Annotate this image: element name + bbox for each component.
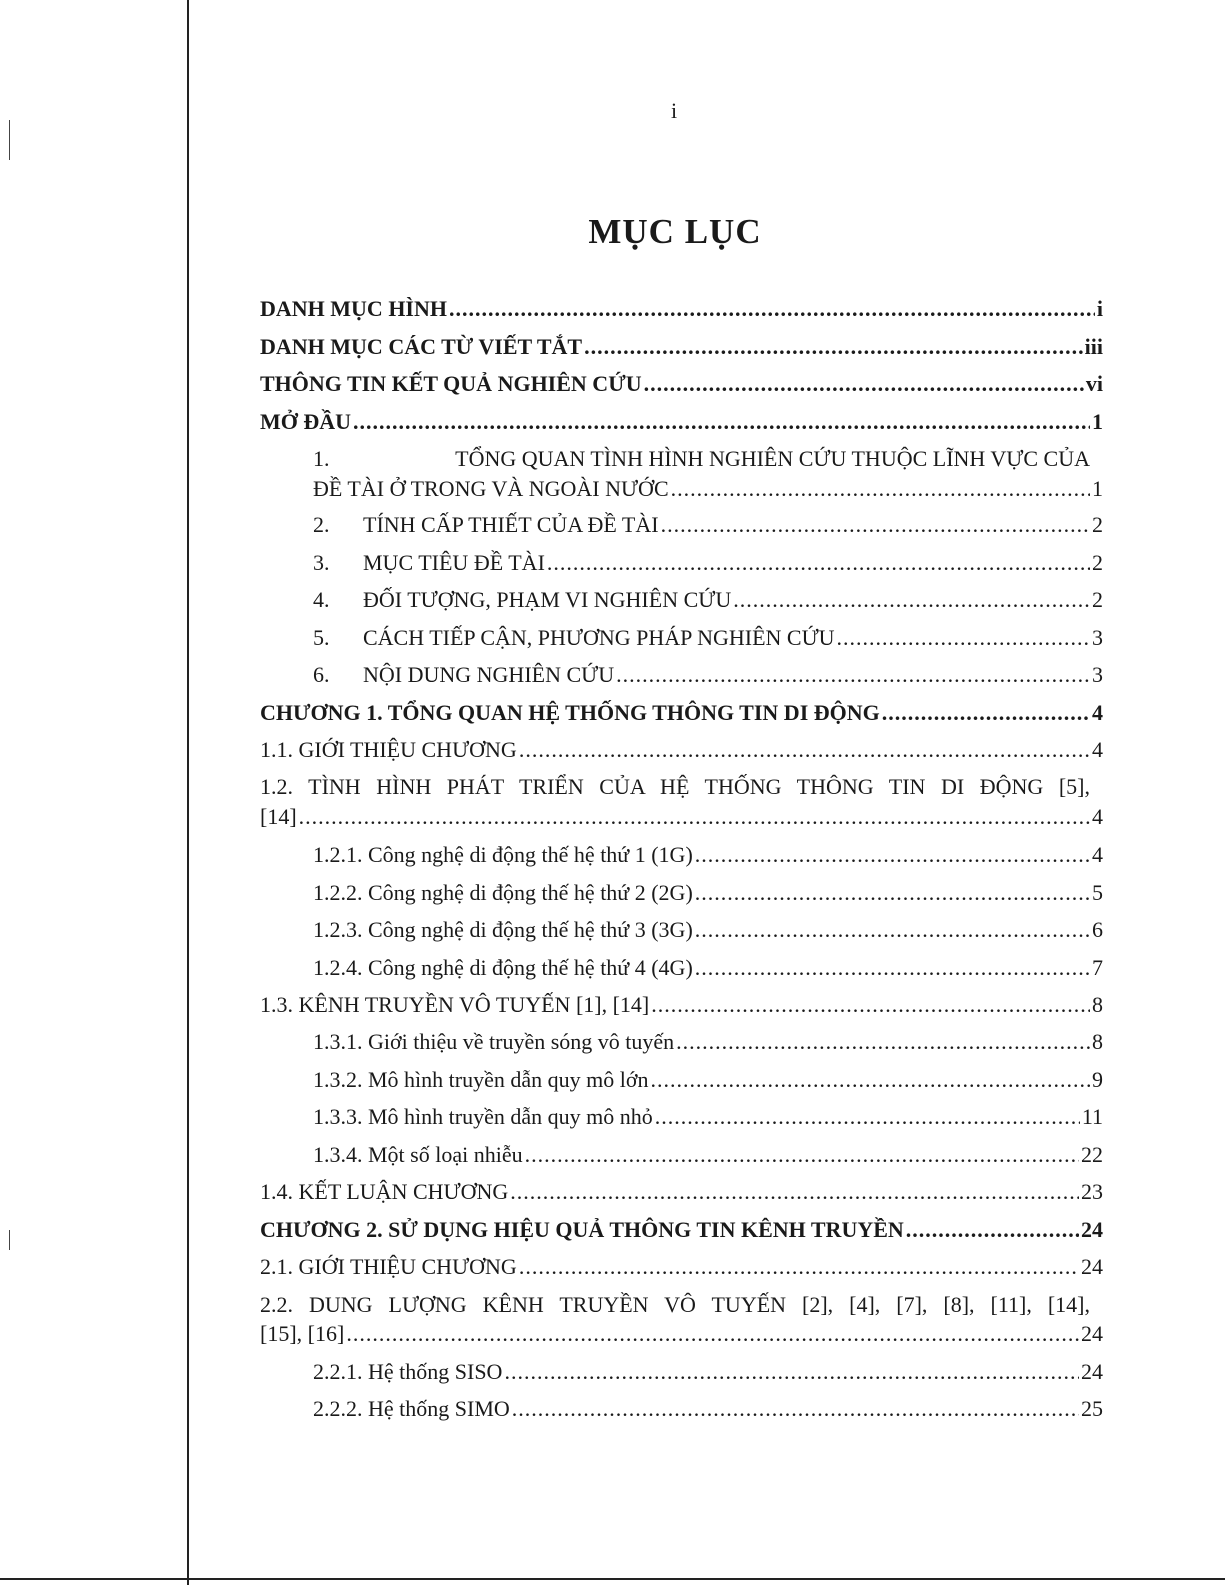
leader-dots: [584, 334, 1083, 360]
toc-entry-2-2-2[interactable]: 2.2.2. Hệ thống SIMO ..... 25: [313, 1396, 1103, 1422]
leader-dots: [695, 880, 1090, 906]
leader-dots: [547, 550, 1090, 576]
toc-entry-danh-muc-tu-viet-tat[interactable]: DANH MỤC CÁC TỪ VIẾT TẮT ..... iii: [260, 334, 1103, 360]
leader-dots: [676, 1029, 1090, 1055]
leader-dots: [512, 1396, 1079, 1422]
leader-dots: [519, 737, 1090, 763]
leader-dots: [644, 371, 1084, 397]
toc-entry-md1-line2[interactable]: ĐỀ TÀI Ở TRONG VÀ NGOÀI NƯỚC ..... 1: [313, 476, 1103, 502]
toc-entry-md6[interactable]: 6. NỘI DUNG NGHIÊN CỨU ..... 3: [313, 662, 1103, 688]
page-number: i: [670, 98, 678, 123]
leader-dots: [651, 1067, 1091, 1093]
leader-dots: [695, 917, 1090, 943]
leader-dots: [837, 625, 1090, 651]
toc-entry-md2[interactable]: 2. TÍNH CẤP THIẾT CỦA ĐỀ TÀI ..... 2: [313, 512, 1103, 538]
leader-dots: [353, 409, 1090, 435]
leader-dots: [449, 296, 1095, 322]
toc-entry-chapter-1[interactable]: CHƯƠNG 1. TỔNG QUAN HỆ THỐNG THÔNG TIN DI ĐỘNG ..... 4: [260, 700, 1103, 726]
toc-entry-1-2-line1[interactable]: [260, 774, 1090, 800]
leader-dots: [651, 992, 1090, 1018]
toc-entry-1-2-line2[interactable]: [14] ..... 4: [260, 804, 1103, 830]
leader-dots: [525, 1142, 1079, 1168]
toc-entry-1-3-2[interactable]: 1.3.2. Mô hình truyền dẫn quy mô lớn ..... 9: [313, 1067, 1103, 1093]
toc-entry-2-2-line2[interactable]: [15], [16] ..... 24: [260, 1321, 1103, 1347]
toc-entry-md4[interactable]: 4. ĐỐI TƯỢNG, PHẠM VI NGHIÊN CỨU ..... 2: [313, 587, 1103, 613]
toc-entry-2-1[interactable]: 2.1. GIỚI THIỆU CHƯƠNG ..... 24: [260, 1254, 1103, 1280]
leader-dots: [906, 1217, 1079, 1243]
toc-entry-danh-muc-hinh[interactable]: DANH MỤC HÌNH ..... i: [260, 296, 1103, 322]
toc-entry-md5[interactable]: 5. CÁCH TIẾP CẬN, PHƯƠNG PHÁP NGHIÊN CỨU ..... 3: [313, 625, 1103, 651]
toc-entry-2-2-1[interactable]: 2.2.1. Hệ thống SISO ..... 24: [313, 1359, 1103, 1385]
leader-dots: [695, 842, 1090, 868]
toc-label: 2.2. DUNG LƯỢNG KÊNH TRUYỀN VÔ TUYẾN [2], [4], [7], [8], [11], [14],: [260, 1292, 1090, 1317]
page-title: MỤC LỤC: [588, 212, 762, 251]
toc-entry-1-4[interactable]: 1.4. KẾT LUẬN CHƯƠNG ..... 23: [260, 1179, 1103, 1205]
leader-dots: [510, 1179, 1079, 1205]
leader-dots: [504, 1359, 1079, 1385]
toc-entry-md3[interactable]: 3. MỤC TIÊU ĐỀ TÀI ..... 2: [313, 550, 1103, 576]
leader-dots: [671, 476, 1090, 502]
toc-entry-md1-line1[interactable]: [313, 446, 1090, 472]
toc-entry-1-2-4[interactable]: 1.2.4. Công nghệ di động thế hệ thứ 4 (4G) ..... 7: [313, 955, 1103, 981]
leader-dots: [346, 1321, 1079, 1347]
toc-entry-1-2-1[interactable]: 1.2.1. Công nghệ di động thế hệ thứ 1 (1G) ..... 4: [313, 842, 1103, 868]
toc-entry-1-2-2[interactable]: 1.2.2. Công nghệ di động thế hệ thứ 2 (2G) ..... 5: [313, 880, 1103, 906]
toc-entry-1-1[interactable]: 1.1. GIỚI THIỆU CHƯƠNG ..... 4: [260, 737, 1103, 763]
toc-entry-mo-dau[interactable]: MỞ ĐẦU ..... 1: [260, 409, 1103, 435]
toc-entry-2-2-line1[interactable]: [260, 1292, 1090, 1318]
toc-entry-1-3[interactable]: 1.3. KÊNH TRUYỀN VÔ TUYẾN [1], [14] ..... 8: [260, 992, 1103, 1018]
leader-dots: [882, 700, 1090, 726]
leader-dots: [616, 662, 1090, 688]
toc-number: 1.: [313, 446, 330, 471]
toc-entry-1-3-1[interactable]: 1.3.1. Giới thiệu về truyền sóng vô tuyến ..... 8: [313, 1029, 1103, 1055]
leader-dots: [695, 955, 1090, 981]
toc-label: 1.2. TÌNH HÌNH PHÁT TRIỂN CỦA HỆ THỐNG THÔNG TIN DI ĐỘNG [5],: [260, 774, 1090, 799]
toc-entry-thong-tin-ket-qua[interactable]: THÔNG TIN KẾT QUẢ NGHIÊN CỨU ..... vi: [260, 371, 1103, 397]
toc-entry-chapter-2[interactable]: CHƯƠNG 2. SỬ DỤNG HIỆU QUẢ THÔNG TIN KÊNH TRUYỀN ..... 24: [260, 1217, 1103, 1243]
leader-dots: [655, 1104, 1080, 1130]
toc-label: TỔNG QUAN TÌNH HÌNH NGHIÊN CỨU THUỘC LĨNH VỰC CỦA: [455, 446, 1090, 471]
leader-dots: [519, 1254, 1079, 1280]
leader-dots: [733, 587, 1090, 613]
leader-dots: [661, 512, 1090, 538]
toc-entry-1-3-3[interactable]: 1.3.3. Mô hình truyền dẫn quy mô nhỏ ..... 11: [313, 1104, 1103, 1130]
toc-entry-1-2-3[interactable]: 1.2.3. Công nghệ di động thế hệ thứ 3 (3G) ..... 6: [313, 917, 1103, 943]
leader-dots: [299, 804, 1090, 830]
toc-entry-1-3-4[interactable]: 1.3.4. Một số loại nhiễu ..... 22: [313, 1142, 1103, 1168]
